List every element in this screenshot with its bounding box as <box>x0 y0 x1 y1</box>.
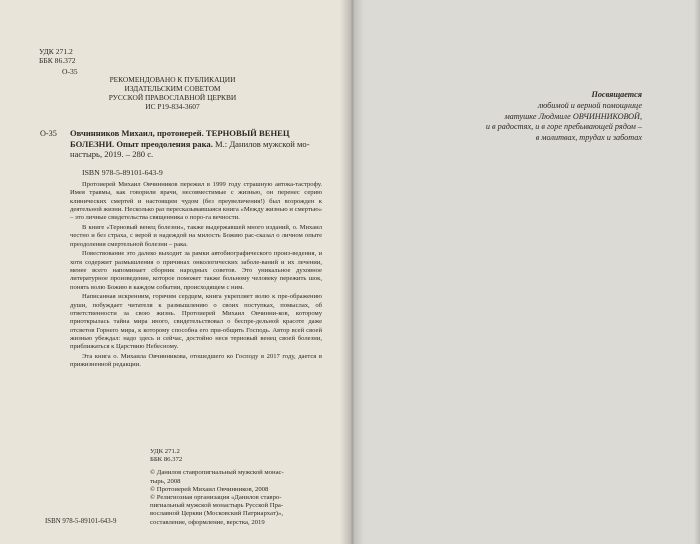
author-mark-top: О-35 <box>62 67 78 76</box>
approval-line: РЕКОМЕНДОВАНО К ПУБЛИКАЦИИ <box>109 75 236 84</box>
bibliographic-entry <box>70 128 325 160</box>
isbn: ISBN 978-5-89101-643-9 <box>82 168 163 177</box>
bib-publisher: М.: Данилов мужской мо- <box>212 138 310 149</box>
colophon-line: © Данилов ставропигиальный мужской монас- <box>150 469 284 477</box>
colophon-line: УДК 271.2 <box>150 448 180 455</box>
colophon-line: вославной Церкви (Московский Патриархат)», <box>150 510 284 518</box>
colophon-line: составление, оформление, верстка, 2019 <box>150 518 265 526</box>
colophon <box>150 448 330 527</box>
bib-code: О-35 <box>40 129 57 138</box>
bib-author: Овчинников Михаил, протоиерей. ТЕРНОВЫЙ ВЕНЕЦ <box>70 128 290 138</box>
udk-block <box>39 48 76 66</box>
approval-line: ИЗДАТЕЛЬСКИМ СОВЕТОМ <box>124 84 221 93</box>
bib-title: БОЛЕЗНИ. Опыт преодоления рака. <box>70 138 213 149</box>
page-edge-shadow <box>694 0 700 544</box>
colophon-line: ББК 86.372 <box>150 456 183 464</box>
book-gutter <box>340 0 364 544</box>
udk-line: УДК 271.2 <box>39 47 73 56</box>
approval-stamp <box>105 75 240 111</box>
dedication-heading: Посвящается <box>591 90 642 99</box>
annotation-paragraph: В книге «Терновый венец болезни», также выдержавшей много изданий, о. Михаил честно и без страха, с верой и надеждой на милость Божию рас-сказал о личном опыте преодоления смертельной болезни – рака. <box>70 223 322 248</box>
bbk-line: ББК 86.372 <box>39 55 76 65</box>
annotation <box>70 181 322 371</box>
annotation-paragraph: Повествование это далеко выходит за рамки автобиографического произ-ведения, и хотя содержит размышления о причинах онкологических заболе-ваний и их лечении, менее всего напоминает сборник народных советов. Это уникальное духовное литературное произведение, которое поможет также больному человеку пережить шок, понять волю Божию в каждом событии, происходящем с ним. <box>70 250 322 291</box>
approval-line: РУССКОЙ ПРАВОСЛАВНОЙ ЦЕРКВИ <box>108 93 237 102</box>
approval-code: ИС Р19-834-3607 <box>145 102 200 111</box>
right-page <box>352 0 700 544</box>
dedication-line: матушке Людмиле ОВЧИННИКОВОЙ, <box>504 111 642 121</box>
bib-year-pages: настырь, 2019. – 280 с. <box>70 149 154 160</box>
colophon-line: © Религиозная организация «Данилов ставро- <box>150 494 282 502</box>
isbn-bottom: ISBN 978-5-89101-643-9 <box>45 518 117 525</box>
dedication-line: любимой и верной помощнице <box>537 100 642 110</box>
colophon-line: пигиальный мужской монастырь Русской Пра- <box>150 502 284 510</box>
dedication-line: и в радостях, и в горе пребывающей рядом – <box>485 122 642 132</box>
annotation-paragraph: Эта книга о. Михаила Овчинникова, отошедшего ко Господу в 2017 году, дается в прижизненной редакции. <box>70 352 322 369</box>
dedication <box>422 90 642 144</box>
dedication-line: в молитвах, трудах и заботах <box>535 133 642 143</box>
annotation-paragraph: Написанная искренним, горячим сердцем, книга укрепляет волю к пре-ображению души, побуждает читателя к размышлению о своих поступках, помыслах, об ответственности за свою жизнь. Протоиерей Михаил Овчинни-ков, которому приоткрылась тайна мира иного, свидетельствовал о беспре-дельной красоте даже отсветов Горнего мира, к которому способна его при-общить Господь. Автор всей своей жизнью убеждал: надо здесь и сейчас, достойно неся терновый венец своей болезни, приближаться к Царствию Небесному. <box>70 293 322 351</box>
colophon-line: © Протоиерей Михаил Овчинников, 2008 <box>150 485 269 493</box>
annotation-paragraph: Протоиерей Михаил Овчинников пережил в 1999 году страшную автока-тастрофу. Имея травмы, как говорили врачи, несовместимые с жизнью, он перенес серию клинических смертей и настоящим чудом (без преувеличения!) был возрожден к деятельной жизни. Несколько раз пересказывавшаяся книга «Между жизнью и смертью» – это личные свидетельства священника о поро-га вечности. <box>70 181 322 222</box>
colophon-line: тырь, 2008 <box>150 477 181 485</box>
